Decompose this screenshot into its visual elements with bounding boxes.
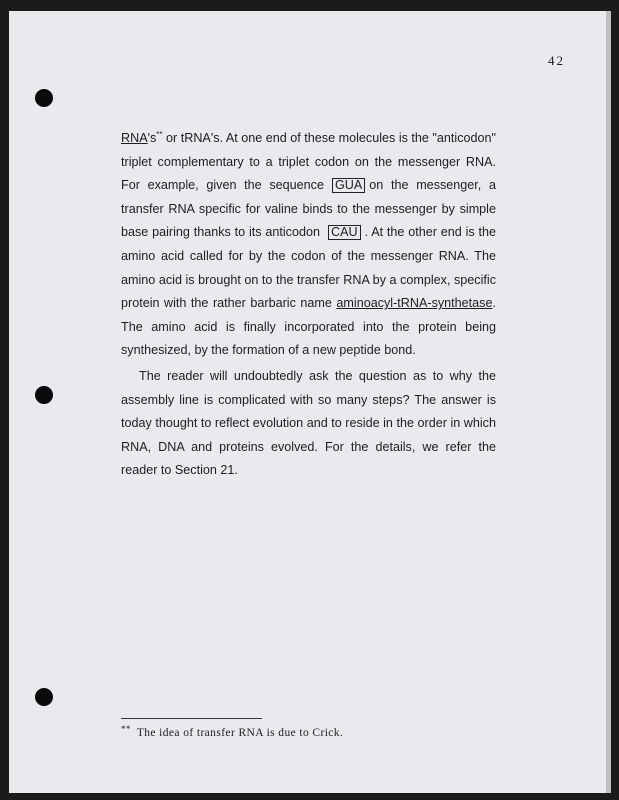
text-segment: on the messenger, a transfer RNA specific for valine binds to the messenger by simple base pairing thanks to its anticodon xyxy=(121,178,496,240)
text-segment: or tRNA's. At one end of these molecules is the "anticodon" triplet complementary to a triplet codon on the messenger RNA. For example, given the sequence xyxy=(121,131,496,193)
text-segment: . At the other end is the amino acid called for by the codon of the messenger RNA. The amino acid is brought on to the transfer RNA by a complex, specific protein with the rather barbaric name xyxy=(121,225,496,311)
text-segment: . The amino acid is finally incorporated into the protein being synthesized, by the formation of a new peptide bond. xyxy=(121,296,496,358)
paragraph-1 xyxy=(121,127,496,363)
footnote xyxy=(121,724,421,739)
binder-hole-top xyxy=(35,89,53,107)
codon-box: GUA xyxy=(332,178,365,193)
footnote-text: The idea of transfer RNA is due to Crick. xyxy=(136,727,344,739)
anticodon-box: CAU xyxy=(328,225,361,240)
body-text xyxy=(121,127,496,483)
footnote-marker: ** xyxy=(156,130,163,139)
binder-hole-bottom xyxy=(35,688,53,706)
footnote-mark: ** xyxy=(121,724,131,734)
rna-underlined: RNA xyxy=(121,131,148,145)
binder-hole-middle xyxy=(35,386,53,404)
page-edge xyxy=(606,11,611,793)
footnote-rule xyxy=(121,718,262,719)
page-number: 42 xyxy=(548,53,565,68)
text-segment: 's xyxy=(147,131,157,145)
paragraph-2: The reader will undoubtedly ask the question as to why the assembly line is complicated with so many steps? The answer is today thought to reflect evolution and to reside in the order in which RNA, DNA and proteins evolved. For the details, we refer the reader to Section 21. xyxy=(121,368,496,478)
enzyme-name-underlined: aminoacyl-tRNA-synthetase xyxy=(336,296,493,311)
